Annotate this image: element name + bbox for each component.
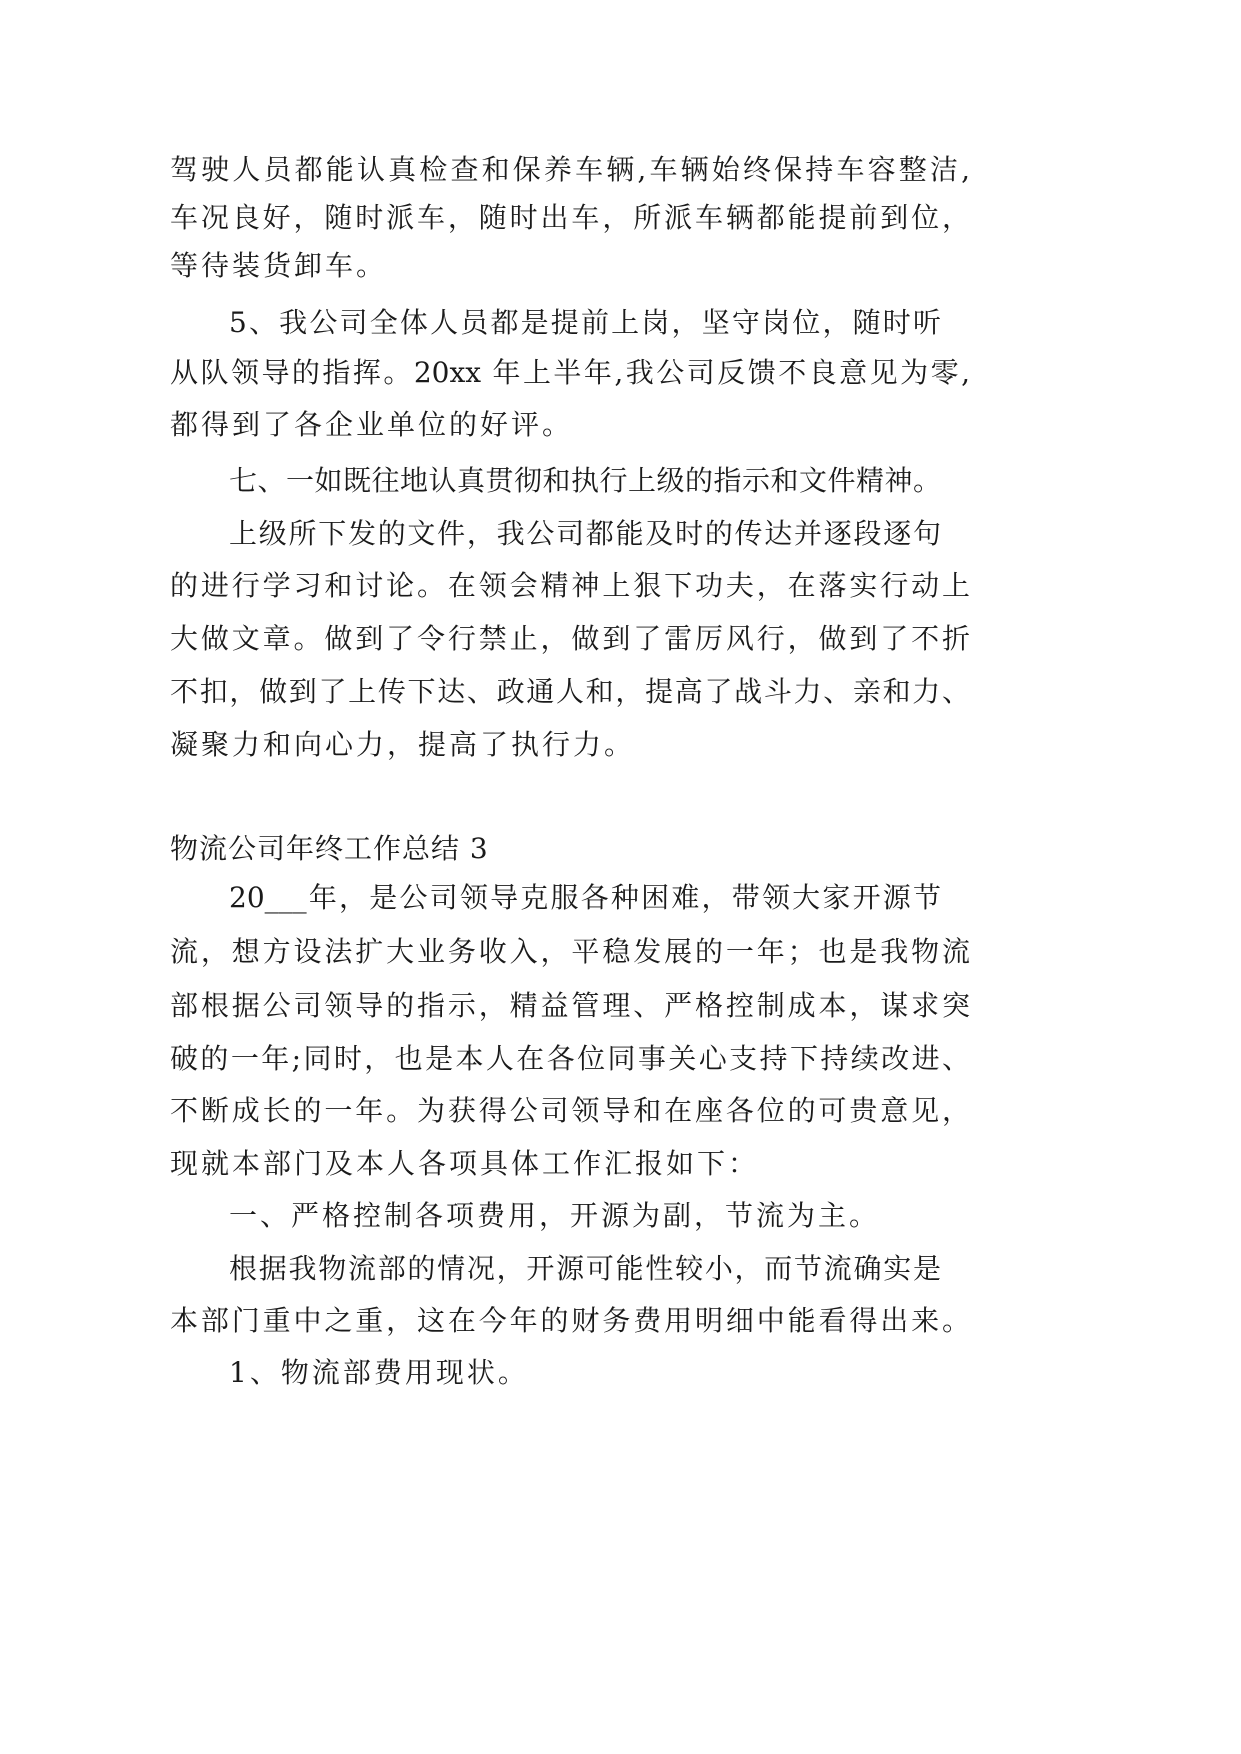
text-line: 流，想方设法扩大业务收入，平稳发展的一年；也是我物流 [170, 935, 970, 968]
text-line: 根据我物流部的情况，开源可能性较小，而节流确实是 [229, 1252, 941, 1285]
text-line: 本部门重中之重，这在今年的财务费用明细中能看得出来。 [170, 1304, 970, 1337]
text-line: 一、严格控制各项费用，开源为副，节流为主。 [229, 1199, 881, 1232]
text-line: 现就本部门及本人各项具体工作汇报如下： [170, 1147, 760, 1180]
text-line: 凝聚力和向心力，提高了执行力。 [170, 728, 636, 761]
text-line: 驾驶人员都能认真检查和保养车辆,车辆始终保持车容整洁, [170, 153, 970, 186]
text-line: 5、我公司全体人员都是提前上岗，坚守岗位，随时听 [229, 306, 941, 339]
text-line: 大做文章。做到了令行禁止，做到了雷厉风行，做到了不折 [170, 622, 970, 655]
text-line: 20___年，是公司领导克服各种困难，带领大家开源节 [229, 881, 941, 914]
text-line: 车况良好，随时派车，随时出车，所派车辆都能提前到位， [170, 201, 970, 234]
text-line: 不扣，做到了上传下达、政通人和，提高了战斗力、亲和力、 [170, 675, 970, 708]
text-line: 上级所下发的文件，我公司都能及时的传达并逐段逐句 [229, 517, 941, 550]
section-title: 物流公司年终工作总结 3 [170, 832, 489, 865]
text-line: 都得到了各企业单位的好评。 [170, 408, 574, 441]
text-line: 不断成长的一年。为获得公司领导和在座各位的可贵意见， [170, 1094, 970, 1127]
text-line: 七、一如既往地认真贯彻和执行上级的指示和文件精神。 [229, 464, 941, 497]
text-line: 从队领导的指挥。20xx 年上半年,我公司反馈不良意见为零, [170, 356, 970, 389]
text-line: 等待装货卸车。 [170, 249, 388, 282]
text-line: 破的一年;同时，也是本人在各位同事关心支持下持续改进、 [170, 1042, 970, 1075]
text-line: 1、物流部费用现状。 [229, 1356, 529, 1389]
text-line: 部根据公司领导的指示，精益管理、严格控制成本，谋求突 [170, 989, 970, 1022]
text-line: 的进行学习和讨论。在领会精神上狠下功夫，在落实行动上 [170, 569, 970, 602]
